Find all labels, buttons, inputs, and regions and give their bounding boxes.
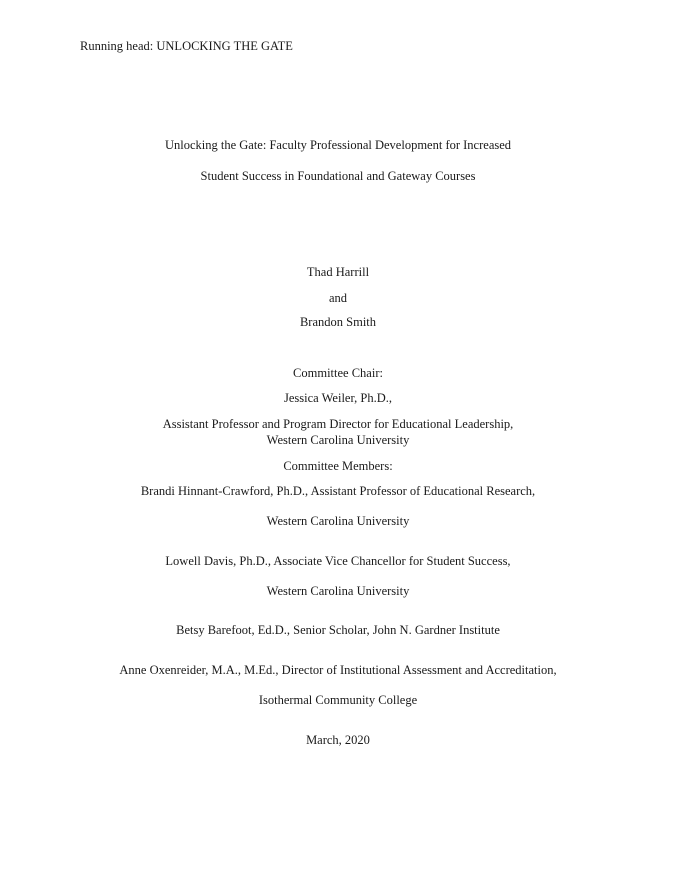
committee-member-4-line-1: Anne Oxenreider, M.A., M.Ed., Director of Institutional Assessment and Accreditation,: [119, 663, 557, 677]
committee-member-2-line-1: Lowell Davis, Ph.D., Associate Vice Chancellor for Student Success,: [165, 554, 511, 568]
committee-member-4-line-2: Isothermal Community College: [258, 693, 418, 707]
running-head: Running head: UNLOCKING THE GATE: [80, 39, 293, 53]
author-2: Brandon Smith: [299, 315, 377, 329]
committee-members-heading: Committee Members:: [283, 459, 393, 473]
committee-chair-name: Jessica Weiler, Ph.D.,: [284, 391, 392, 405]
committee-member-1-line-1: Brandi Hinnant-Crawford, Ph.D., Assistant Professor of Educational Research,: [140, 484, 536, 498]
author-1: Thad Harrill: [306, 265, 370, 279]
committee-chair-role-line-1: Assistant Professor and Program Director for Educational Leadership,: [162, 417, 514, 431]
committee-member-3-line-1: Betsy Barefoot, Ed.D., Senior Scholar, John N. Gardner Institute: [176, 623, 500, 637]
committee-chair-heading: Committee Chair:: [293, 366, 383, 380]
author-conjunction: and: [328, 291, 348, 305]
title-line-1: Unlocking the Gate: Faculty Professional Development for Increased: [164, 138, 512, 152]
committee-member-1-line-2: Western Carolina University: [266, 514, 410, 528]
title-line-2: Student Success in Foundational and Gateway Courses: [200, 169, 476, 183]
document-date: March, 2020: [306, 733, 370, 747]
committee-chair-role-line-2: Western Carolina University: [266, 433, 410, 447]
committee-member-2-line-2: Western Carolina University: [266, 584, 410, 598]
